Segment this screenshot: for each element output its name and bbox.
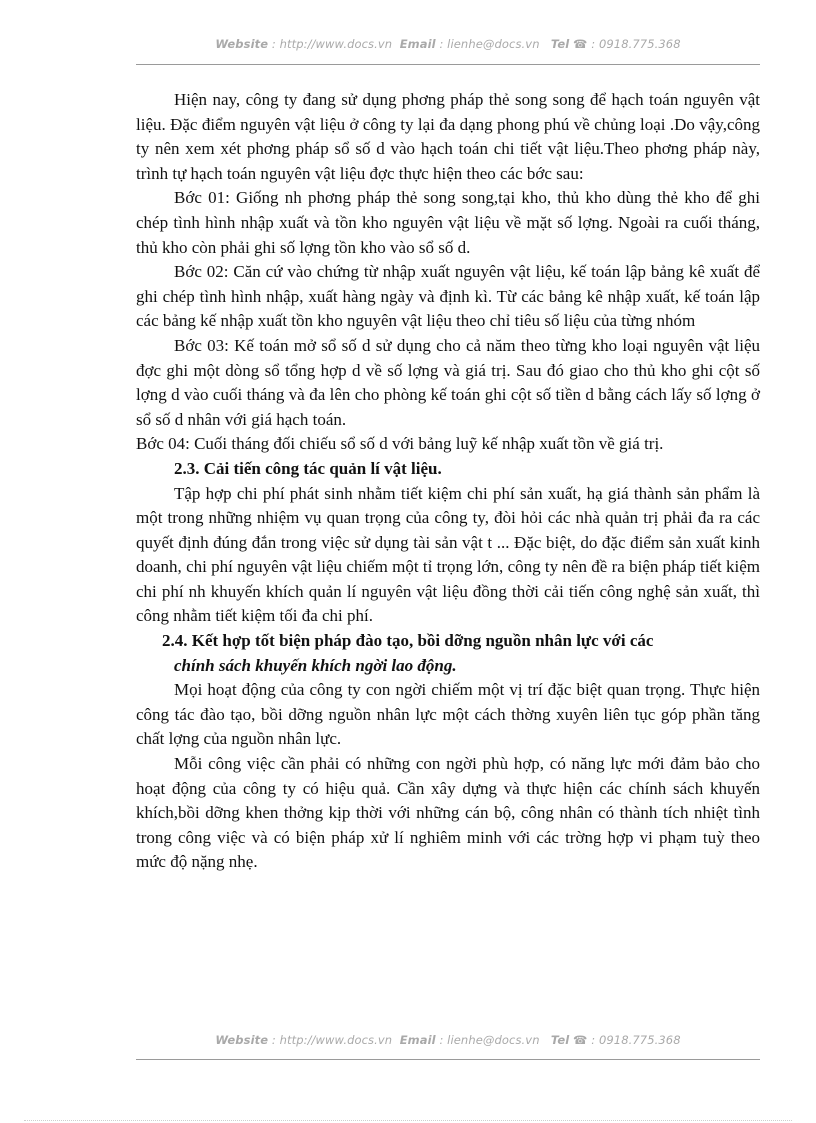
section-heading-2-4-line-1: 2.4. Kết hợp tốt biện pháp đào tạo, bồi dỡng nguồn nhân lực với các <box>162 631 654 651</box>
paragraph-cost-saving: Tập hợp chi phí phát sinh nhằm tiết kiệm chi phí sản xuất, hạ giá thành sản phẩm là một trong những nhiệm vụ quan trọng của công ty, đòi hỏi các nhà quản trị phải đa ra các quyết định đúng đắn trong việc sử dụng tài sản vật t ... Đặc biệt, do đặc điểm sản xuất kinh doanh, chi phí nguyên vật liệu chiếm một tỉ trọng lớn, công ty nên đề ra biện pháp tiết kiệm chi phí nh khuyến khích quản lí nguyên vật liệu đồng thời cải tiến công nghệ sản xuất, thì công nhằm tiết kiệm tối đa chi phí. <box>136 483 760 626</box>
header-email-address[interactable]: : lienhe@docs.vn <box>439 37 540 51</box>
paragraph-step-4: Bớc 04: Cuối tháng đối chiếu sổ số d với bảng luỹ kế nhập xuất tồn về giá trị. <box>136 434 664 454</box>
footer-email-address[interactable]: : lienhe@docs.vn <box>439 1033 540 1047</box>
section-heading-2-3: 2.3. Cải tiến công tác quản lí vật liệu. <box>174 458 442 478</box>
header-email-label: Email <box>399 37 436 51</box>
footer-website-label: Website <box>215 1033 269 1047</box>
paragraph-step-2: Bớc 02: Căn cứ vào chứng từ nhập xuất nguyên vật liệu, kế toán lập bảng kê xuất để ghi chép tình hình nhập, xuất hàng ngày và định kì. Từ các bảng kê nhập xuất, kế toán lập các bảng kế nhập xuất tồn kho nguyên vật liệu theo chỉ tiêu số liệu của từng nhóm <box>136 262 760 331</box>
page-footer <box>136 1033 760 1047</box>
paragraph-1: Hiện nay, công ty đang sử dụng phơng pháp thẻ song song để hạch toán nguyên vật liệu. Đặc điểm nguyên vật liệu ở công ty lại đa dạng phong phú về chủng loại .Do vậy,công ty nên xem xét phơng pháp sổ số d vào hạch toán chi tiết vật liệu.Theo phơng pháp này, trình tự hạch toán nguyên vật liệu đợc thực hiện theo các bớc sau: <box>136 90 760 183</box>
footer-tel-number: ☎ : 0918.775.368 <box>573 1033 681 1047</box>
section-heading-2-4 <box>136 629 760 678</box>
document-body <box>136 88 760 875</box>
page-edge-dotted-line <box>24 1120 792 1121</box>
paragraph-incentives: Mỗi công việc cần phải có những con ngời phù hợp, có năng lực mới đảm bảo cho hoạt động của công ty có hiệu quả. Cần xây dựng và thực hiện các chính sách khuyến khích,bồi dỡng khen thởng kịp thời với những cán bộ, công nhân có thành tích nhiệt tình trong công việc và có biện pháp xử lí nghiêm minh với các trờng hợp vi phạm tuỳ theo mức độ nặng nhẹ. <box>136 754 760 872</box>
footer-divider <box>136 1059 760 1060</box>
header-tel-number: ☎ : 0918.775.368 <box>573 37 681 51</box>
paragraph-step-1: Bớc 01: Giống nh phơng pháp thẻ song song,tại kho, thủ kho dùng thẻ kho để ghi chép tình hình nhập xuất và tồn kho nguyên vật liệu về mặt số lợng. Ngoài ra cuối tháng, thủ kho còn phải ghi số lợng tồn kho vào sổ số d. <box>136 188 760 257</box>
header-divider <box>136 64 760 65</box>
page-header <box>136 37 760 51</box>
header-website-url[interactable]: : http://www.docs.vn <box>271 37 393 51</box>
footer-email-label: Email <box>399 1033 436 1047</box>
section-heading-2-4-line-2: chính sách khuyến khích ngời lao động. <box>174 655 457 675</box>
paragraph-human-resources: Mọi hoạt động của công ty con ngời chiếm một vị trí đặc biệt quan trọng. Thực hiện công tác đào tạo, bồi dỡng nguồn nhân lực một cách thờng xuyên liên tục góp phần tăng chất lợng của nguồn nhân lực. <box>136 680 760 749</box>
header-tel-label: Tel <box>550 37 570 51</box>
header-website-label: Website <box>215 37 269 51</box>
footer-tel-label: Tel <box>550 1033 570 1047</box>
paragraph-step-3: Bớc 03: Kế toán mở sổ số d sử dụng cho cả năm theo từng kho loại nguyên vật liệu đợc ghi một dòng sổ tổng hợp d về số lợng và giá trị. Sau đó giao cho thủ kho ghi cột số lợng d vào cuối tháng và đa lên cho phòng kế toán ghi cột số tiền d bằng cách lấy số lợng ở sổ số d nhân với giá hạch toán. <box>136 335 760 429</box>
footer-website-url[interactable]: : http://www.docs.vn <box>271 1033 393 1047</box>
